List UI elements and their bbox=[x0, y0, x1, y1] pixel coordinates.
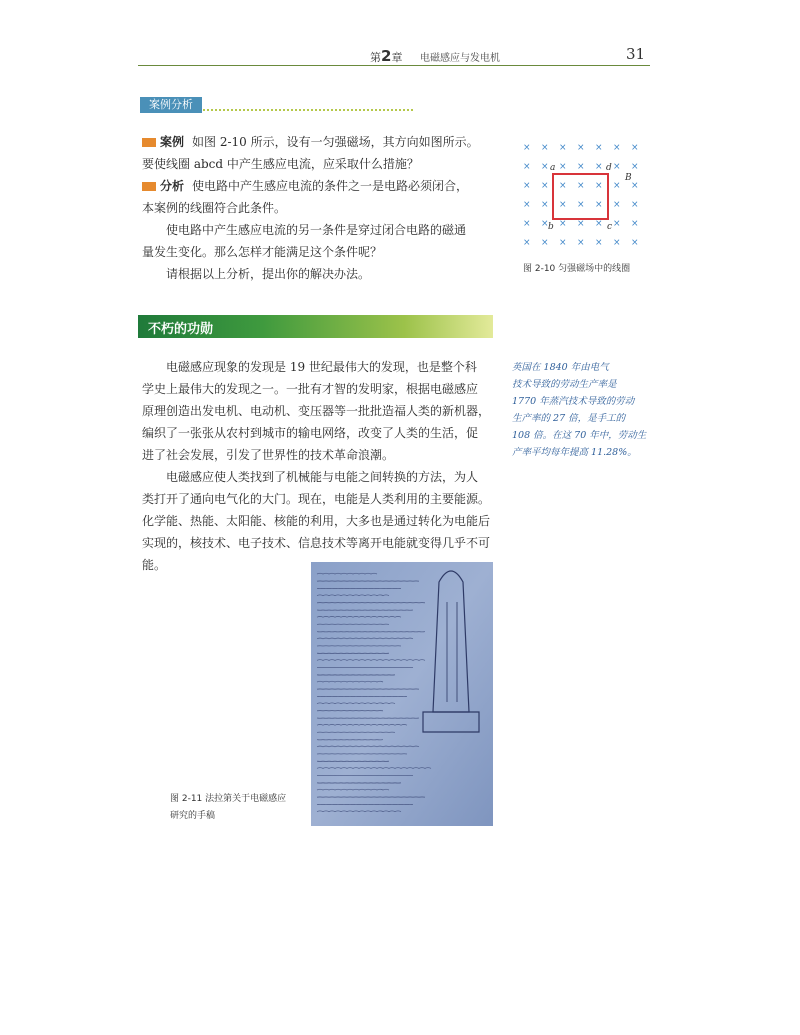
merit-paragraph-2 bbox=[142, 466, 502, 576]
field-x-mark: × bbox=[523, 143, 531, 153]
chapter-title: 电磁感应与发电机 bbox=[420, 53, 500, 64]
merit-paragraph-1 bbox=[142, 356, 502, 466]
label-d: d bbox=[606, 163, 612, 173]
field-x-mark: × bbox=[559, 219, 567, 229]
field-x-mark: × bbox=[541, 162, 549, 172]
chapter-label bbox=[370, 47, 402, 65]
field-x-mark: × bbox=[559, 238, 567, 248]
case-analysis-dotted-rule bbox=[203, 109, 413, 111]
field-x-mark: × bbox=[559, 181, 567, 191]
field-x-mark: × bbox=[541, 219, 549, 229]
field-x-mark: × bbox=[523, 181, 531, 191]
field-x-mark: × bbox=[523, 219, 531, 229]
side-note-line: 1770 年蒸汽技术导致的劳动 bbox=[512, 396, 635, 407]
field-x-mark: × bbox=[541, 181, 549, 191]
field-x-mark: × bbox=[631, 238, 639, 248]
para2-line-2: 量发生变化。那么怎样才能满足这个条件呢？ bbox=[142, 245, 383, 259]
field-x-mark: × bbox=[523, 200, 531, 210]
case-line-2: 要使线圈 abcd 中产生感应电流，应采取什么措施？ bbox=[142, 157, 419, 171]
field-x-mark: × bbox=[631, 162, 639, 172]
field-x-mark: × bbox=[595, 238, 603, 248]
label-a: a bbox=[550, 163, 556, 173]
header-rule bbox=[138, 65, 650, 66]
case-tag: 案例 bbox=[160, 135, 185, 149]
field-x-mark: × bbox=[613, 238, 621, 248]
side-note-line: 技术导致的劳动生产率是 bbox=[512, 379, 617, 390]
para2-line-1: 使电路中产生感应电流的另一条件是穿过闭合电路的磁通 bbox=[166, 223, 467, 237]
field-x-mark: × bbox=[595, 143, 603, 153]
p2-line: 类打开了通向电气化的大门。现在，电能是人类利用的主要能源。 bbox=[142, 492, 491, 506]
analysis-line-2: 本案例的线圈符合此条件。 bbox=[142, 201, 287, 215]
p1-line: 学史上最伟大的发现之一。一批有才智的发明家，根据电磁感应 bbox=[142, 382, 479, 396]
field-x-mark: × bbox=[613, 200, 621, 210]
p1-line: 进了社会发展，引发了世界性的技术革命浪潮。 bbox=[142, 448, 395, 462]
chapter-number: 2 bbox=[381, 47, 392, 65]
faraday-manuscript-image bbox=[311, 562, 493, 826]
field-x-mark: × bbox=[577, 200, 585, 210]
field-x-mark: × bbox=[631, 143, 639, 153]
side-note-line: 生产率的 27 倍，是手工的 bbox=[512, 413, 626, 424]
field-x-mark: × bbox=[559, 200, 567, 210]
para3: 请根据以上分析，提出你的解决办法。 bbox=[166, 267, 371, 281]
field-x-mark: × bbox=[613, 219, 621, 229]
label-c: c bbox=[607, 222, 613, 232]
p1-line: 原理创造出发电机、电动机、变压器等一批批造福人类的新机器， bbox=[142, 404, 491, 418]
field-x-mark: × bbox=[631, 200, 639, 210]
field-x-mark: × bbox=[559, 162, 567, 172]
field-x-mark: × bbox=[631, 181, 639, 191]
figure-2-11-caption-line-1: 图 2-11 法拉第关于电磁感应 bbox=[170, 794, 287, 804]
p2-line: 电磁感应使人类找到了机械能与电能之间转换的方法，为人 bbox=[166, 470, 479, 484]
field-x-mark: × bbox=[559, 143, 567, 153]
p1-line: 编织了一张张从农村到城市的输电网络，改变了人类的生活，促 bbox=[142, 426, 479, 440]
side-note-line: 英国在 1840 年由电气 bbox=[512, 362, 609, 373]
chapter-prefix: 第 bbox=[370, 51, 381, 64]
p2-line: 化学能、热能、太阳能、核能的利用，大多也是通过转化为电能后 bbox=[142, 514, 491, 528]
field-x-mark: × bbox=[595, 200, 603, 210]
field-x-mark: × bbox=[541, 238, 549, 248]
field-x-mark: × bbox=[613, 143, 621, 153]
field-x-mark: × bbox=[613, 181, 621, 191]
figure-2-10-caption: 图 2-10 匀强磁场中的线圈 bbox=[523, 264, 631, 274]
p2-line: 能。 bbox=[142, 558, 167, 572]
label-B: B bbox=[625, 173, 632, 183]
p1-line: 电磁感应现象的发现是 19 世纪最伟大的发现，也是整个科 bbox=[166, 360, 477, 374]
analysis-tag: 分析 bbox=[160, 179, 185, 193]
figure-2-11-caption bbox=[170, 791, 286, 825]
case-tag-icon bbox=[142, 138, 156, 147]
field-x-mark: × bbox=[541, 200, 549, 210]
field-x-mark: × bbox=[577, 143, 585, 153]
field-x-mark: × bbox=[577, 238, 585, 248]
side-note-line: 108 倍。在这 70 年中，劳动生 bbox=[512, 430, 647, 441]
field-x-mark: × bbox=[577, 219, 585, 229]
field-x-mark: × bbox=[595, 181, 603, 191]
field-x-mark: × bbox=[523, 162, 531, 172]
side-note bbox=[512, 359, 652, 461]
field-x-mark: × bbox=[523, 238, 531, 248]
field-x-mark: × bbox=[577, 162, 585, 172]
figure-2-11-caption-line-2: 研究的手稿 bbox=[170, 811, 216, 821]
magnetic-field-figure bbox=[515, 138, 650, 256]
field-x-marks bbox=[523, 143, 639, 248]
page-number: 31 bbox=[626, 45, 646, 63]
chapter-suffix: 章 bbox=[391, 51, 403, 64]
analysis-line-1: 分析 使电路中产生感应电流的条件之一是电路必须闭合， bbox=[142, 175, 502, 197]
field-x-mark: × bbox=[595, 219, 603, 229]
field-x-mark: × bbox=[595, 162, 603, 172]
p2-line: 实现的，核技术、电子技术、信息技术等离开电能就变得几乎不可 bbox=[142, 536, 491, 550]
analysis-tag-icon bbox=[142, 182, 156, 191]
field-x-mark: × bbox=[631, 219, 639, 229]
side-note-line: 产率平均每年提高 11.28%。 bbox=[512, 447, 637, 458]
label-b: b bbox=[548, 222, 554, 232]
field-x-mark: × bbox=[613, 162, 621, 172]
field-x-mark: × bbox=[577, 181, 585, 191]
case-line-1: 案例 如图 2-10 所示，设有一匀强磁场，其方向如图所示。 bbox=[142, 131, 502, 153]
section-banner-title: 不朽的功勋 bbox=[148, 322, 214, 337]
case-analysis-label: 案例分析 bbox=[140, 97, 202, 113]
field-x-mark: × bbox=[541, 143, 549, 153]
case-block bbox=[142, 131, 502, 285]
